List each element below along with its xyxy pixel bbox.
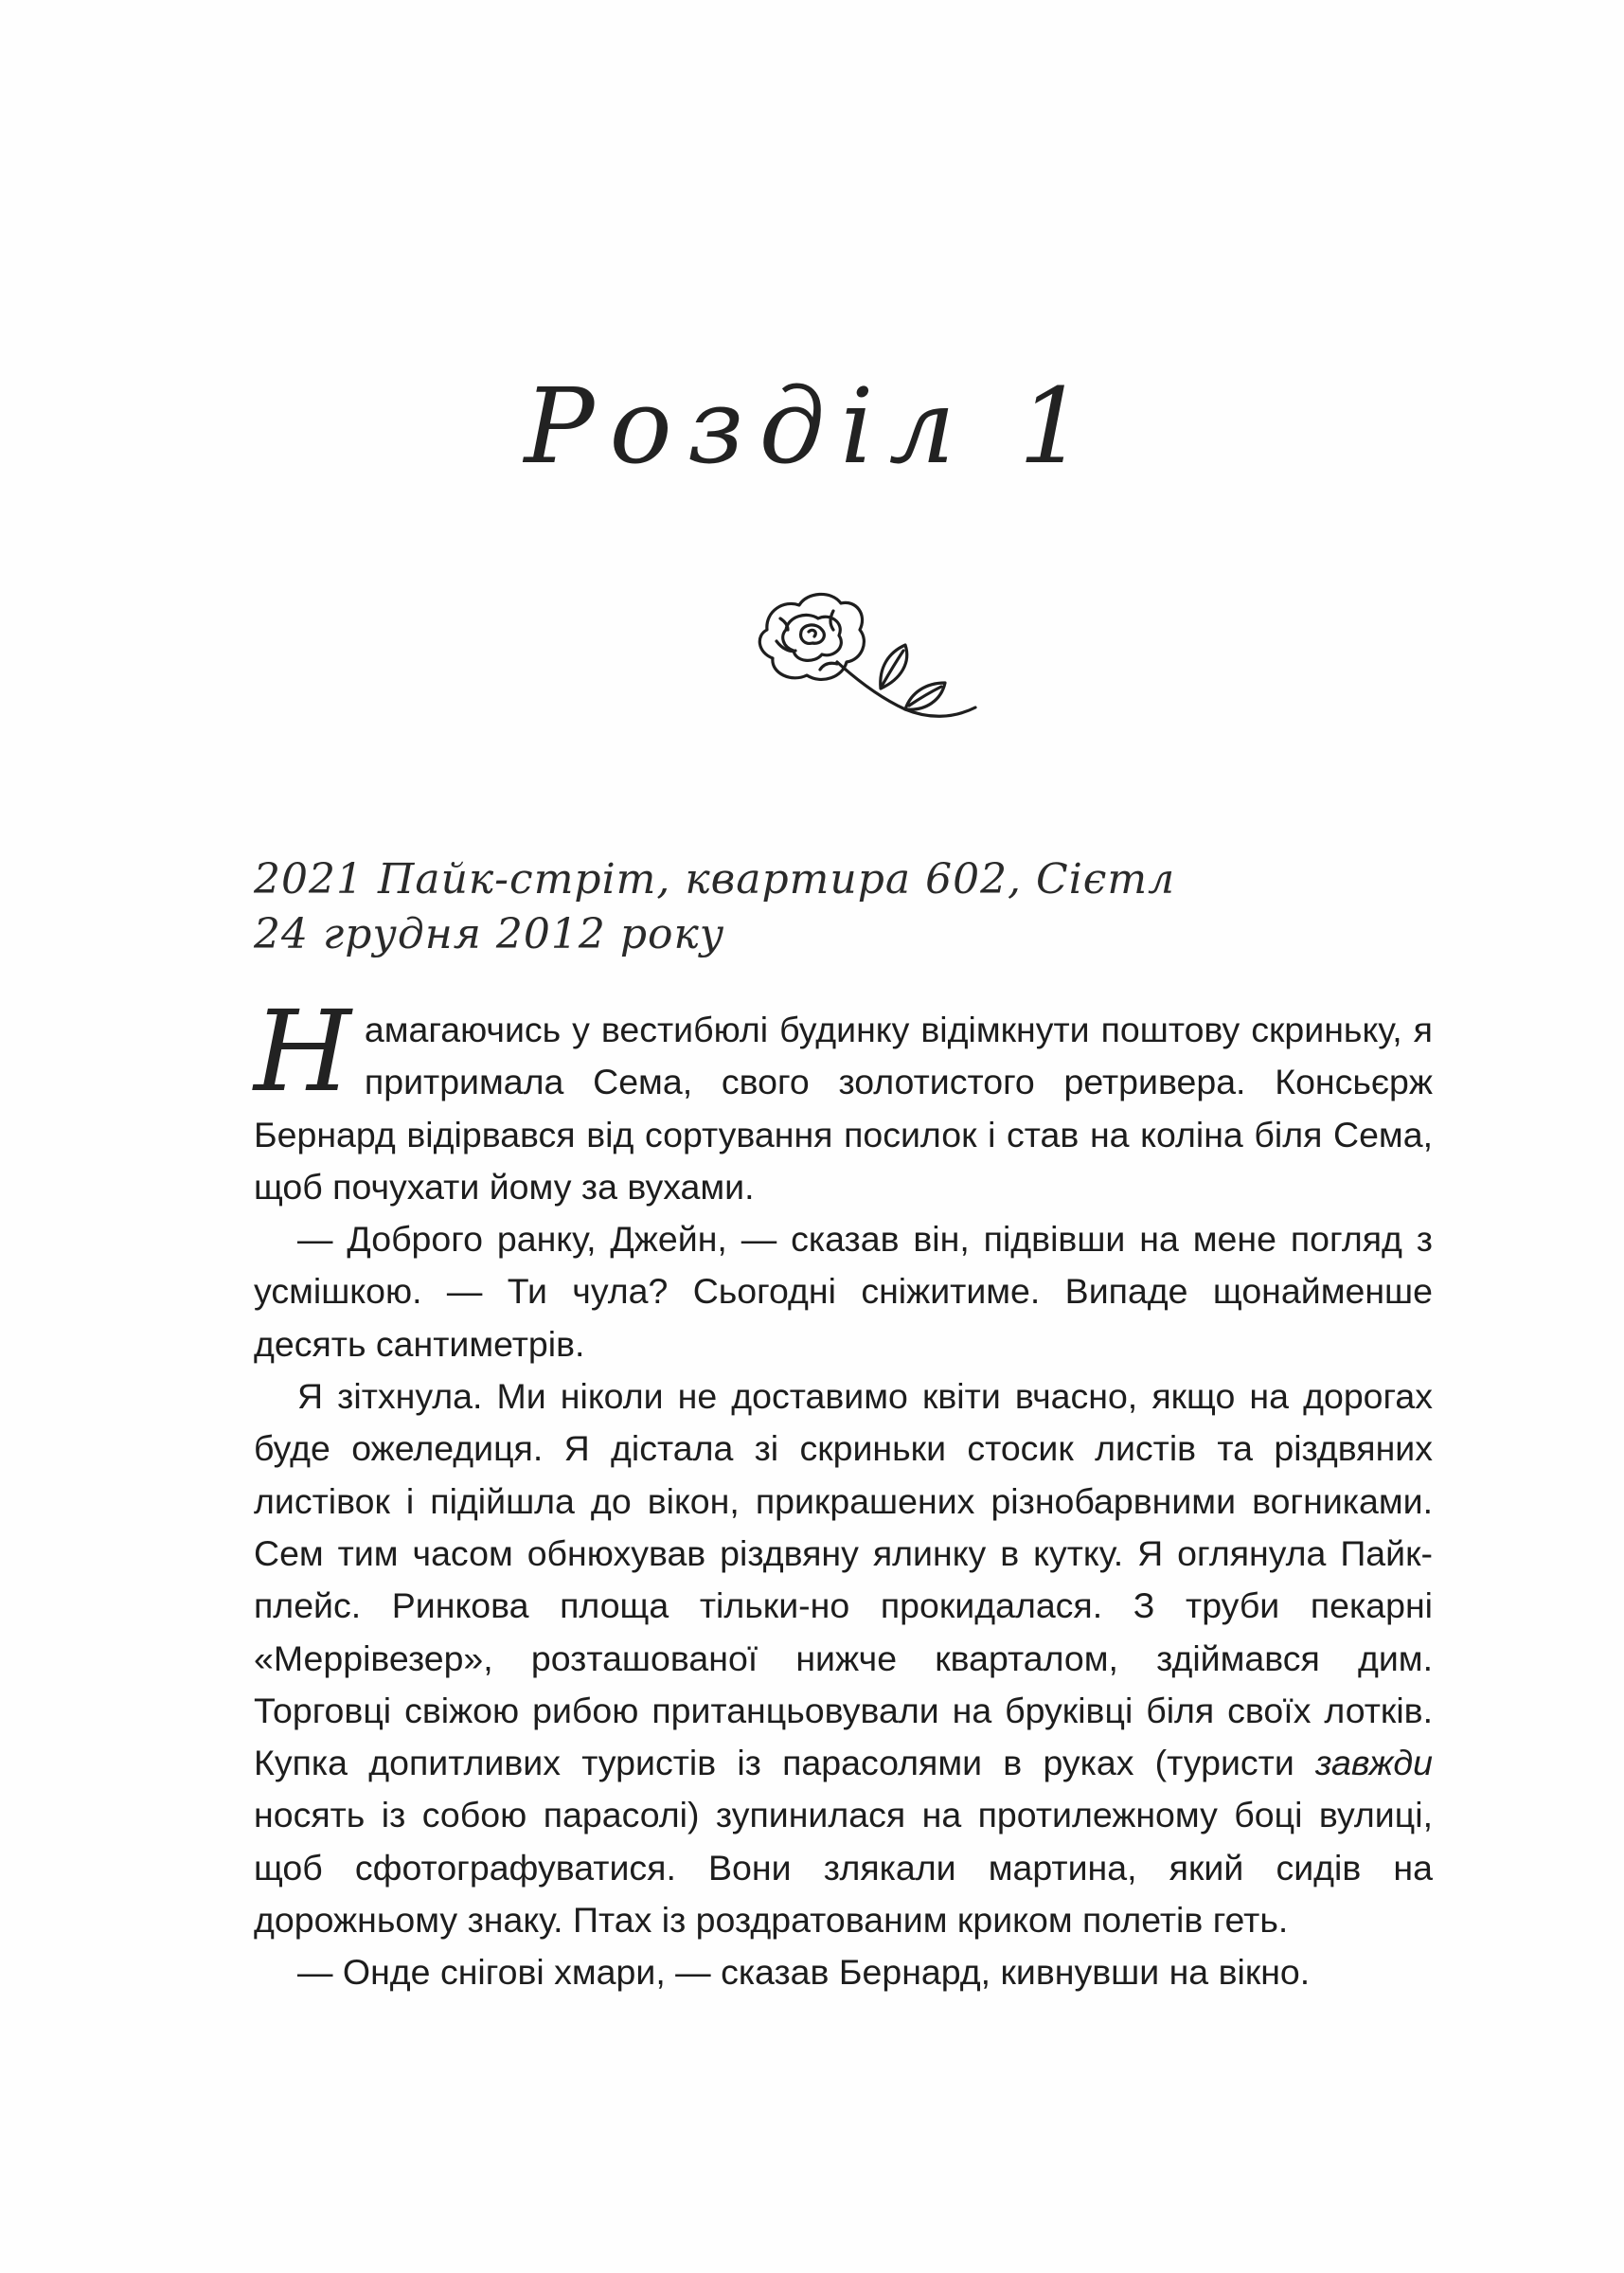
location-date-heading [254, 852, 1390, 962]
paragraph-1 [254, 986, 1433, 1213]
paragraph-3-text-b: носять із собою парасолі) зупинилася на протилежному боці вулиці, щоб сфотографуватися. Вони злякали мартина, який сидів на дорожньому знаку. Птах із роздратованим криком полетів геть. [254, 1795, 1433, 1941]
paragraph-1-text: амагаючись у вестибюлі будинку відімкнути поштову скриньку, я притримала Сема, свого золотистого ретривера. Консьєрж Бернард відірвався від сортування посилок і став на коліна біля Сема, щоб почухати йому за вухами. [254, 1010, 1433, 1207]
paragraph-3-emphasis: завжди [1315, 1743, 1433, 1783]
rose-icon [739, 582, 985, 734]
chapter-title: Розділ 1 [524, 366, 1100, 487]
paragraph-2: — Доброго ранку, Джейн, — сказав він, підвівши на мене погляд з усмішкою. — Ти чула? Сьогодні сніжитиме. Випаде щонайменше десять сантиметрів. [254, 1219, 1433, 1364]
address-line: 2021 Пайк-стріт, квартира 602, Сієтл [254, 855, 1176, 904]
paragraph-3 [254, 1370, 1433, 1946]
chapter-body [254, 986, 1433, 1999]
drop-cap: Н [254, 986, 351, 1117]
paragraph-3-text-a: Я зітхнула. Ми ніколи не доставимо квіти вчасно, якщо на дорогах буде ожеледиця. Я дістала зі скриньки стосик листів та різдвяних листівок і підійшла до вікон, прикрашених різнобарвними вогниками. Сем тим часом обнюхував різдвяну ялинку в кутку. Я оглянула Пайк-плейс. Ринкова площа тільки-но прокидалася. З труби пекарні «Меррівезер», розташованої нижче кварталом, здіймався дим. Торговці свіжою рибою пританцьовували на бруківці біля своїх лотків. Купка допитливих туристів із парасолями в руках (туристи [254, 1376, 1433, 1783]
date-line: 24 грудня 2012 року [254, 910, 725, 958]
paragraph-4: — Онде снігові хмари, — сказав Бернард, кивнувши на вікно. [297, 1952, 1311, 1993]
